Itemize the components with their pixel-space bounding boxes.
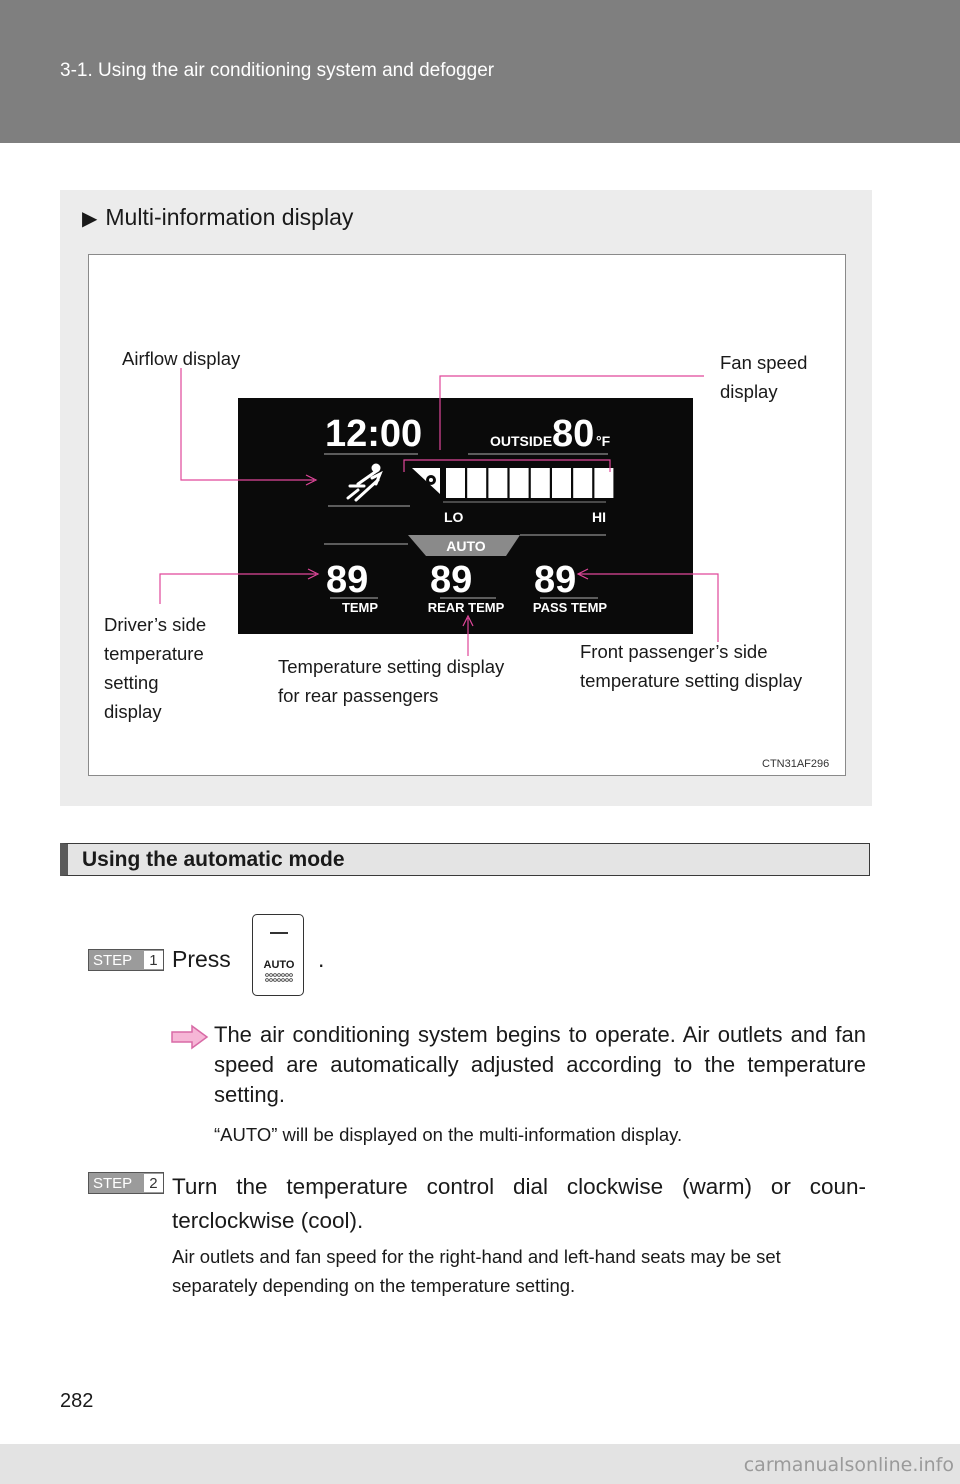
auto-button-icon: [253, 915, 305, 997]
watermark-bar: [0, 1444, 960, 1484]
clock-readout: 12:00: [325, 413, 423, 455]
pass-temp-label: PASS TEMP: [532, 600, 608, 615]
section-heading: Using the automatic mode: [82, 848, 345, 871]
figure-title: [82, 204, 353, 231]
auto-mode-label: AUTO: [446, 538, 486, 554]
rear-temperature: 89: [430, 559, 473, 601]
driver-temp-label: TEMP: [341, 600, 379, 615]
watermark-text: carmanualsonline.info: [743, 1454, 954, 1476]
rear-temp-label: REAR TEMP: [427, 600, 505, 615]
section-breadcrumb: 3-1. Using the air conditioning system and defogger: [60, 60, 495, 81]
step-1-badge-number: 1: [144, 951, 163, 969]
rear-callout-line2: for rear passengers: [278, 685, 439, 706]
step-2-note: Air outlets and fan speed for the right-hand and left-hand seats may be set separately depending on the temperature setting.: [172, 1246, 781, 1296]
fan-speed-segment: [467, 468, 486, 498]
auto-button-label: AUTO: [263, 959, 295, 971]
outside-label: OUTSIDE: [490, 433, 553, 449]
step-2-badge-number: 2: [144, 1174, 163, 1192]
step-2-badge-label: STEP: [93, 1174, 133, 1192]
fan-speed-segment: [573, 468, 592, 498]
step-1-text-before: Press: [172, 946, 231, 972]
step-1-text-after: .: [318, 946, 325, 972]
passenger-temperature: 89: [534, 559, 577, 601]
indicator-dots-icon: [266, 974, 293, 982]
fan-speed-callout-line1: Fan speed: [720, 352, 808, 373]
front-callout-line1: Front passenger’s side: [580, 641, 768, 662]
fan-low-label: LO: [444, 509, 464, 525]
step-1-result: The air conditioning system begins to operate. Air outlets and fan speed are automatically adjusted according to the temperature setting.: [214, 1022, 866, 1107]
driver-callout-line2: temperature: [104, 643, 204, 664]
figure-code: CTN31AF296: [762, 758, 830, 770]
multi-information-display-figure: [88, 254, 844, 774]
step-1-badge: [88, 949, 164, 971]
fan-speed-segment: [531, 468, 550, 498]
driver-callout-line3: setting: [104, 672, 159, 693]
auto-button-illustration: [252, 914, 304, 996]
page-number: 282: [60, 1390, 94, 1412]
fan-speed-segment: [594, 468, 613, 498]
fan-speed-callout-line2: display: [720, 381, 778, 402]
step-1-note: “AUTO” will be displayed on the multi-information display.: [214, 1124, 683, 1145]
fan-speed-segment: [552, 468, 571, 498]
front-callout-line2: temperature setting display: [580, 670, 803, 691]
fan-high-label: HI: [592, 509, 606, 525]
temperature-unit: °F: [596, 433, 611, 449]
step-2-text: Turn the temperature control dial clockwise (warm) or coun-terclockwise (cool).: [172, 1174, 866, 1233]
fan-speed-segment: [510, 468, 529, 498]
airflow-callout: Airflow display: [122, 348, 241, 369]
driver-temperature: 89: [326, 559, 369, 601]
rear-callout-line1: Temperature setting display: [278, 656, 505, 677]
fan-speed-segment: [488, 468, 507, 498]
fan-speed-segment: [446, 468, 465, 498]
section-heading-bar: [60, 843, 870, 876]
figure-title-text: Multi-information display: [105, 204, 354, 230]
triangle-bullet-icon: ▶: [82, 208, 98, 230]
driver-callout-line4: display: [104, 701, 162, 722]
page-header: [0, 0, 960, 143]
driver-callout-line1: Driver’s side: [104, 614, 207, 635]
step-1-badge-label: STEP: [93, 951, 133, 969]
step-2-badge: [88, 1172, 164, 1194]
result-arrow-icon: [170, 1024, 210, 1050]
outside-temperature: 80: [552, 413, 595, 455]
